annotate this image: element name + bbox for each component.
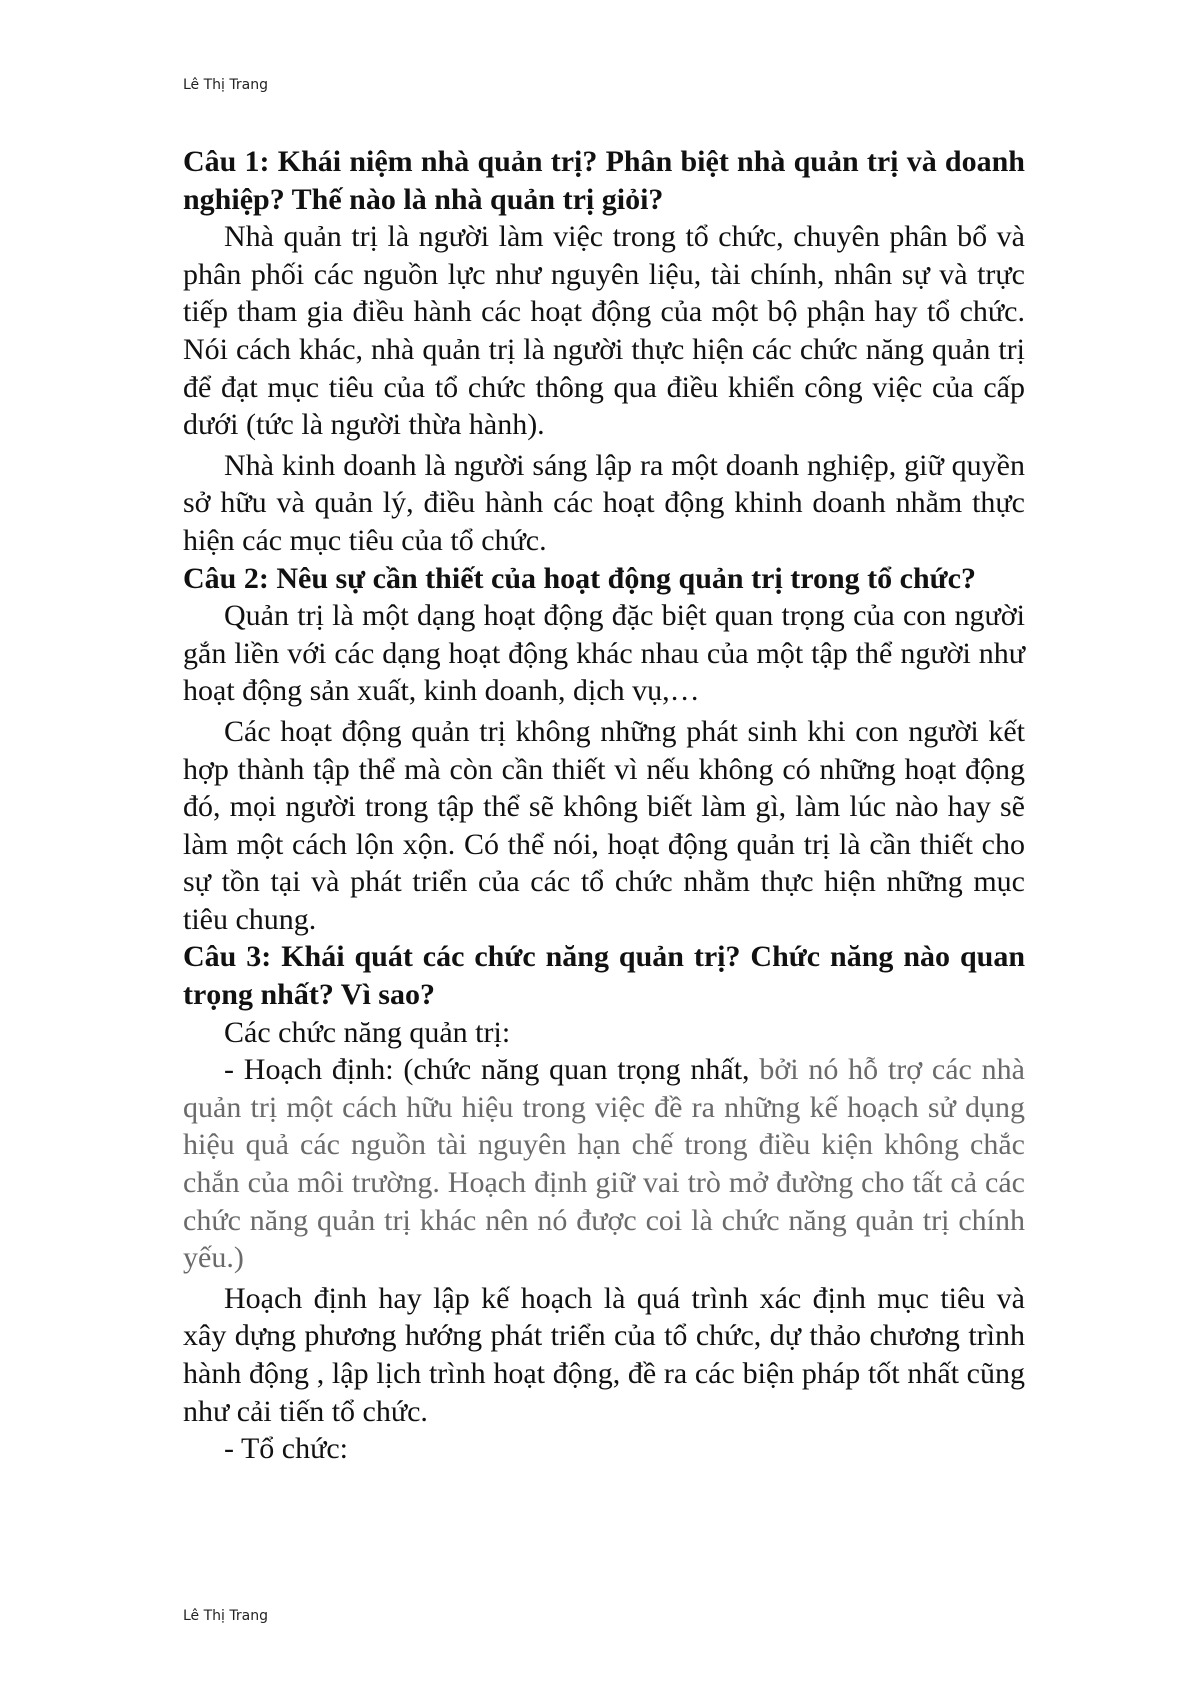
organizing-item: - Tổ chức: (224, 1432, 348, 1466)
question-2-paragraph-1: Quản trị là một dạng hoạt động đặc biệt quan trọng của con người gắn liền với các dạng hoạt động khác nhau của một tập thể người như hoạt động sản xuất, kinh doanh, dịch vụ,… (183, 599, 1025, 708)
planning-lead: - Hoạch định: (chức năng quan trọng nhất, (224, 1053, 760, 1087)
question-3-intro: Các chức năng quản trị: (224, 1015, 511, 1049)
question-2-title: Câu 2: Nêu sự cần thiết của hoạt động quản trị trong tổ chức? (183, 561, 976, 595)
question-2-paragraph-2: Các hoạt động quản trị không những phát sinh khi con người kết hợp thành tập thể mà còn cần thiết vì nếu không có những hoạt động đó, mọi người trong tập thể sẽ không biết làm gì, làm lúc nào hay sẽ làm một cách lộn xộn. Có thể nói, hoạt động quản trị là cần thiết cho sự tồn tại và phát triển của các tổ chức nhằm thực hiện những mục tiêu chung. (183, 714, 1025, 936)
running-footer: Lê Thị Trang (183, 1608, 268, 1624)
question-1-paragraph-1: Nhà quản trị là người làm việc trong tổ chức, chuyên phân bổ và phân phối các nguồn lực như nguyên liệu, tài chính, nhân sự và trực tiếp tham gia điều hành các hoạt động của một bộ phận hay tổ chức. Nói cách khác, nhà quản trị là người thực hiện các chức năng quản trị để đạt mục tiêu của tổ chức thông qua điều khiển công việc của cấp dưới (tức là người thừa hành). (183, 220, 1025, 442)
question-1-paragraph-2: Nhà kinh doanh là người sáng lập ra một doanh nghiệp, giữ quyền sở hữu và quản lý, điều hành các hoạt động khinh doanh nhằm thực hiện các mục tiêu của tổ chức. (183, 448, 1025, 557)
planning-paragraph (183, 1051, 1025, 1277)
planning-definition: Hoạch định hay lập kế hoạch là quá trình xác định mục tiêu và xây dựng phương hướng phát triển của tổ chức, dự thảo chương trình hành động , lập lịch trình hoạt động, đề ra các biện pháp tốt nhất cũng như cải tiến tổ chức. (183, 1281, 1025, 1428)
document-body (183, 143, 1025, 1468)
running-header: Lê Thị Trang (183, 77, 268, 93)
planning-explanation: bởi nó hỗ trợ các nhà quản trị một cách hữu hiệu trong việc đề ra những kế hoạch sử dụng hiệu quả các nguồn tài nguyên hạn chế trong điều kiện không chắc chắn của môi trường. Hoạch định giữ vai trò mở đường cho tất cả các chức năng quản trị khác nên nó được coi là chức năng quản trị chính yếu.) (183, 1053, 1025, 1275)
question-1-title: Câu 1: Khái niệm nhà quản trị? Phân biệt nhà quản trị và doanh nghiệp? Thế nào là nhà quản trị giỏi? (183, 145, 1025, 216)
question-3-title: Câu 3: Khái quát các chức năng quản trị? Chức năng nào quan trọng nhất? Vì sao? (183, 940, 1025, 1012)
